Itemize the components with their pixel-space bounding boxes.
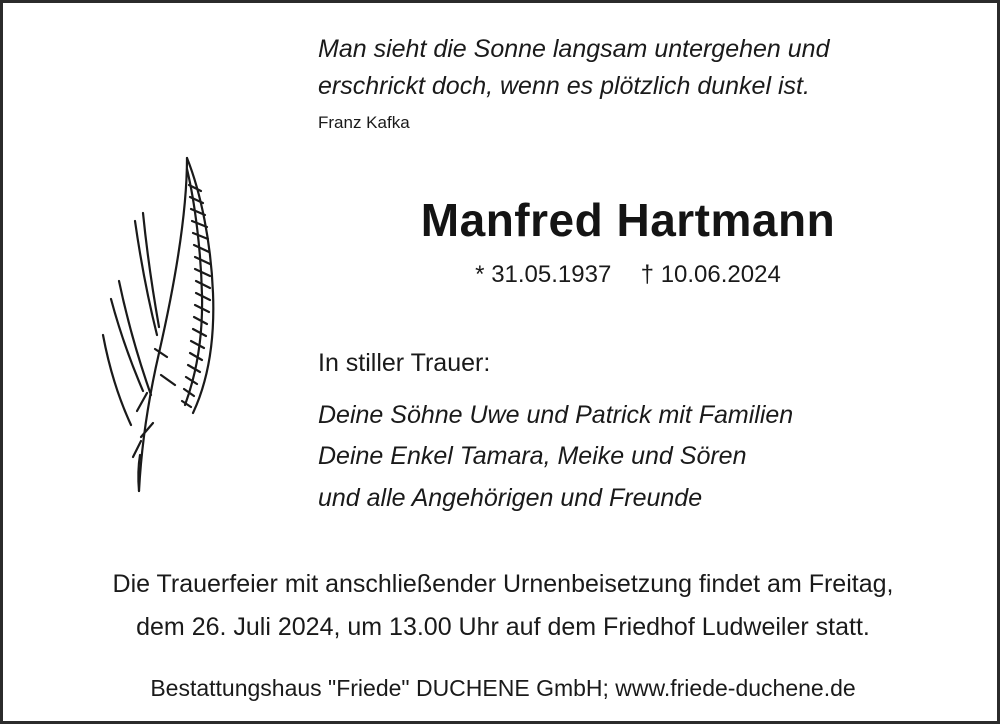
death-symbol: †	[640, 261, 655, 288]
deceased-name: Manfred Hartmann	[420, 194, 836, 246]
mourner-line: Deine Söhne Uwe und Patrick mit Familien	[318, 401, 794, 429]
ceremony-line: dem 26. Juli 2024, um 13.00 Uhr auf dem Friedhof Ludweiler statt.	[136, 612, 870, 641]
quote-line-1: Man sieht die Sonne langsam untergehen und	[318, 35, 830, 63]
quote-author: Franz Kafka	[318, 113, 410, 132]
death-date: 10.06.2024	[660, 261, 781, 288]
birth-symbol: *	[475, 261, 485, 288]
quote-block	[318, 31, 958, 133]
grass-stalk-drawing-icon	[83, 123, 273, 503]
ceremony-line: Die Trauerfeier mit anschließender Urnenbeisetzung findet am Freitag,	[112, 570, 894, 598]
birth-date: 31.05.1937	[491, 261, 612, 288]
ceremony-details	[33, 563, 973, 648]
deceased-dates	[318, 261, 938, 289]
mourners-heading: In stiller Trauer:	[318, 349, 491, 377]
mourner-line: Deine Enkel Tamara, Meike und Sören	[318, 442, 747, 471]
mourners-list	[318, 395, 938, 519]
mourner-line: und alle Angehörigen und Freunde	[318, 483, 703, 512]
notice-content	[3, 3, 997, 721]
funeral-home-footer: Bestattungshaus "Friede" DUCHENE GmbH; www.friede-duchene.de	[150, 675, 856, 701]
quote-line-2: erschrickt doch, wenn es plötzlich dunkel ist.	[318, 72, 810, 100]
